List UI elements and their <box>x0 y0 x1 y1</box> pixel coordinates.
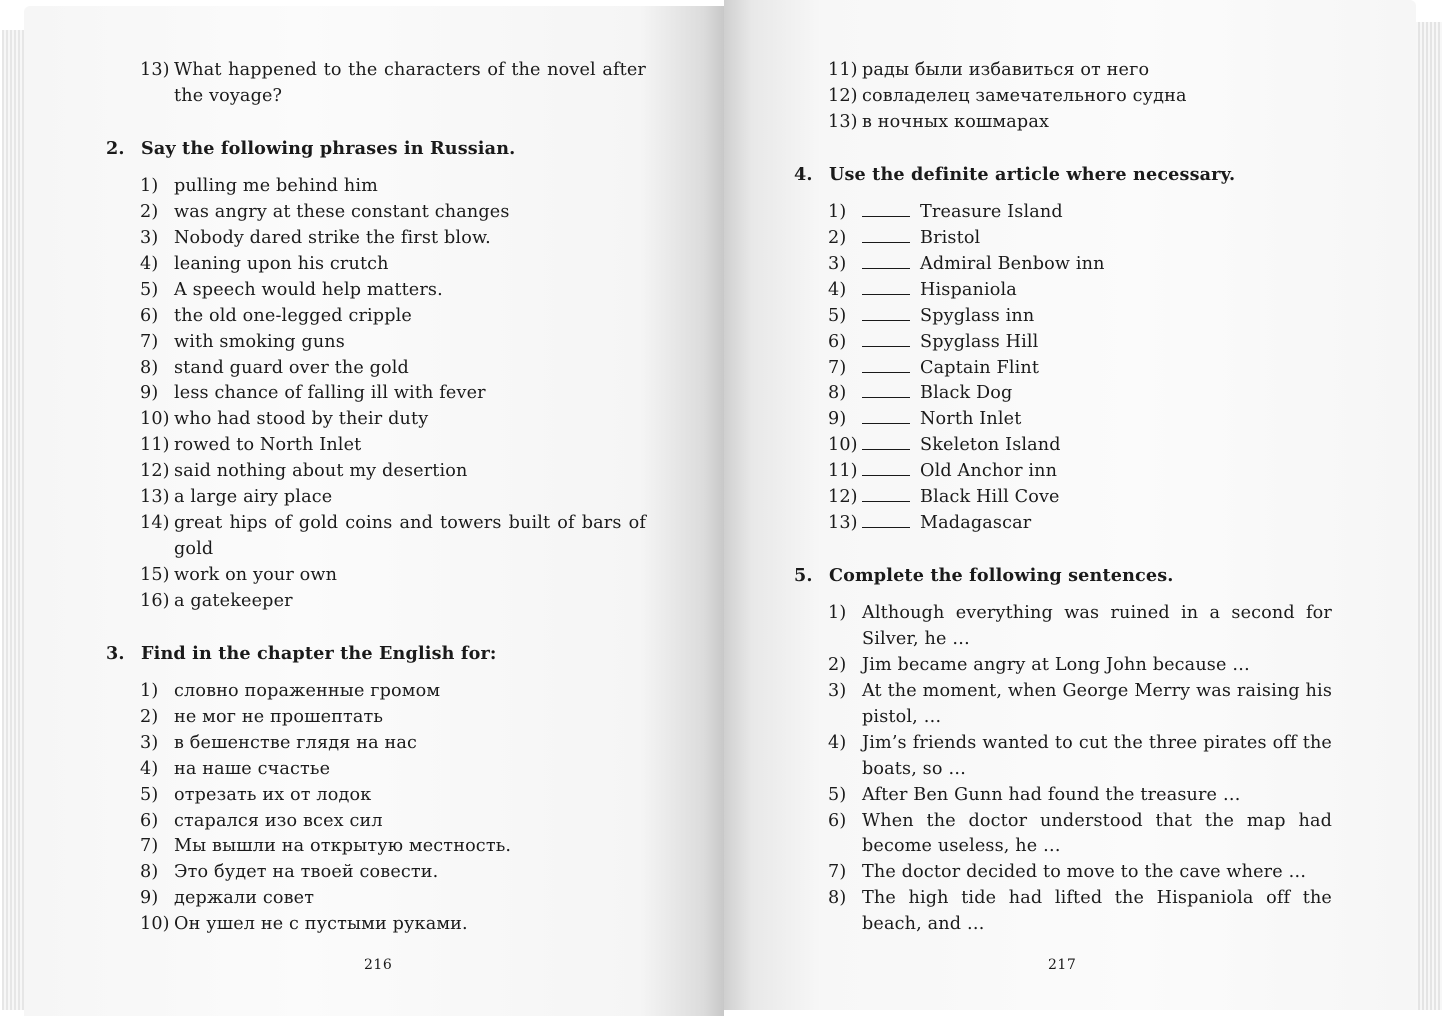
section-title: Complete the following sentences. <box>829 564 1174 586</box>
list-item <box>106 407 646 433</box>
item-number: 13) <box>140 60 170 80</box>
list-item <box>106 679 646 705</box>
section-number: 5. <box>794 564 813 586</box>
item-content <box>862 381 1332 407</box>
list-item <box>794 860 1332 886</box>
list-item <box>106 174 646 200</box>
item-content <box>862 252 1332 278</box>
section-title: Use the definite article where necessary. <box>829 163 1236 185</box>
list-item <box>794 84 1332 110</box>
item-number: 9) <box>828 409 847 430</box>
item-text: leaning upon his crutch <box>174 253 389 274</box>
item-number: 12) <box>828 85 858 106</box>
item-text: work on your own <box>174 564 338 585</box>
item-text: Captain Flint <box>920 357 1040 378</box>
list-item <box>794 110 1332 136</box>
item-text: The doctor decided to move to the cave where … <box>862 862 1307 883</box>
answer-blank[interactable] <box>862 216 910 217</box>
item-number: 4) <box>140 758 159 779</box>
item-text: Bristol <box>920 228 981 249</box>
list-item <box>794 278 1332 304</box>
list-item <box>794 200 1332 226</box>
item-text: was angry at these constant changes <box>174 202 510 223</box>
item-content <box>862 278 1332 304</box>
item-text: в бешенстве глядя на нас <box>174 732 417 753</box>
item-number: 5) <box>828 784 847 805</box>
item-number: 13) <box>140 487 170 508</box>
item-text: совладелец замечательного судна <box>862 85 1187 106</box>
item-number: 9) <box>140 383 159 404</box>
answer-blank[interactable] <box>862 501 910 502</box>
item-text: Skeleton Island <box>920 435 1061 456</box>
section-number: 3. <box>106 642 125 664</box>
list-item <box>794 226 1332 252</box>
item-text: Although everything was ruined in a second for Silver, he … <box>862 603 1332 650</box>
list-item <box>794 601 1332 653</box>
answer-blank[interactable] <box>862 423 910 424</box>
list-item <box>106 731 646 757</box>
page-edges-right <box>1412 22 1442 1010</box>
item-number: 7) <box>140 836 159 857</box>
item-number: 2) <box>140 706 159 727</box>
item-content <box>862 511 1332 537</box>
answer-blank[interactable] <box>862 320 910 321</box>
answer-blank[interactable] <box>862 242 910 243</box>
item-number: 3) <box>140 228 159 249</box>
item-number: 2) <box>828 228 847 249</box>
list-item <box>106 860 646 886</box>
item-content <box>862 330 1332 356</box>
item-text: who had stood by their duty <box>174 409 429 430</box>
item-text: Old Anchor inn <box>920 461 1058 482</box>
list-item <box>106 58 646 110</box>
item-text: словно пораженные громом <box>174 681 441 702</box>
section-3-heading <box>106 641 646 667</box>
list-item <box>794 809 1332 861</box>
item-text: Madagascar <box>920 513 1032 533</box>
list-item <box>794 731 1332 783</box>
item-text: said nothing about my desertion <box>174 461 468 482</box>
list-item <box>794 653 1332 679</box>
list-item <box>106 226 646 252</box>
list-item <box>106 330 646 356</box>
list-item <box>794 459 1332 485</box>
list-item <box>794 381 1332 407</box>
item-text: рады были избавиться от него <box>862 60 1150 80</box>
item-number: 16) <box>140 590 170 611</box>
answer-blank[interactable] <box>862 397 910 398</box>
item-text: Black Hill Cove <box>920 487 1060 508</box>
item-text: great hips of gold coins and towers built of bars of gold <box>174 513 646 559</box>
list-item <box>106 912 646 938</box>
item-text: Мы вышли на открытую местность. <box>174 836 512 857</box>
item-text: After Ben Gunn had found the treasure … <box>862 784 1241 805</box>
item-number: 10) <box>828 435 858 456</box>
list-item <box>106 783 646 809</box>
item-text: The high tide had lifted the Hispaniola off the beach, and … <box>862 888 1332 935</box>
list-item <box>106 589 646 615</box>
list-item <box>106 705 646 731</box>
item-number: 3) <box>828 253 847 274</box>
item-content <box>862 485 1332 511</box>
list-item <box>106 809 646 835</box>
item-text: North Inlet <box>920 409 1022 430</box>
list-item <box>106 485 646 511</box>
item-text: Это будет на твоей совести. <box>174 862 439 883</box>
section-4-list <box>794 200 1332 537</box>
item-number: 9) <box>140 888 159 909</box>
item-number: 11) <box>828 461 858 482</box>
answer-blank[interactable] <box>862 268 910 269</box>
item-text: не мог не прошептать <box>174 706 384 727</box>
answer-blank[interactable] <box>862 475 910 476</box>
section-title: Find in the chapter the English for: <box>141 642 497 664</box>
item-text: less chance of falling ill with fever <box>174 383 486 404</box>
item-text: Admiral Benbow inn <box>920 253 1105 274</box>
list-item <box>106 459 646 485</box>
section-5-heading <box>794 563 1332 589</box>
item-number: 1) <box>140 176 159 197</box>
item-number: 11) <box>140 435 170 456</box>
item-text: the old one-legged cripple <box>174 305 412 326</box>
item-number: 7) <box>828 357 847 378</box>
right-page <box>724 0 1416 1010</box>
item-number: 8) <box>828 888 847 909</box>
section-title: Say the following phrases in Russian. <box>141 137 516 159</box>
item-text: stand guard over the gold <box>174 357 409 378</box>
list-item <box>794 330 1332 356</box>
item-text: держали совет <box>174 888 315 909</box>
list-item <box>106 834 646 860</box>
item-number: 1) <box>828 202 847 223</box>
item-text: A speech would help matters. <box>174 279 443 300</box>
item-number: 1) <box>140 681 159 702</box>
item-text: with smoking guns <box>174 331 345 352</box>
item-number: 14) <box>140 513 170 533</box>
item-text: a large airy place <box>174 487 333 508</box>
item-text: Spyglass inn <box>920 305 1035 326</box>
item-text: Hispaniola <box>920 279 1017 300</box>
list-item <box>794 679 1332 731</box>
item-number: 8) <box>140 357 159 378</box>
answer-blank[interactable] <box>862 294 910 295</box>
item-text: What happened to the characters of the novel after the voyage? <box>174 60 646 106</box>
section-number: 2. <box>106 137 125 159</box>
item-text: At the moment, when George Merry was raising his pistol, … <box>862 681 1332 727</box>
item-number: 4) <box>140 253 159 274</box>
item-number: 4) <box>828 732 847 753</box>
item-text: Black Dog <box>920 383 1013 404</box>
section-4-heading <box>794 162 1332 188</box>
list-item <box>794 252 1332 278</box>
item-number: 6) <box>828 331 847 352</box>
section-5-list <box>794 601 1332 938</box>
list-item <box>794 886 1332 938</box>
item-number: 5) <box>140 279 159 300</box>
left-page-text <box>106 58 646 938</box>
item-text: Jim’s friends wanted to cut the three pirates off the boats, so … <box>862 732 1332 779</box>
item-number: 6) <box>828 810 847 831</box>
item-content <box>862 407 1332 433</box>
item-number: 6) <box>140 305 159 326</box>
list-item <box>794 58 1332 84</box>
item-number: 10) <box>140 409 170 430</box>
item-number: 5) <box>140 784 159 805</box>
section-3-list <box>106 679 646 938</box>
list-item <box>106 381 646 407</box>
item-text: на наше счастье <box>174 758 331 779</box>
item-text: отрезать их от лодок <box>174 784 372 805</box>
item-content <box>862 304 1332 330</box>
item-content <box>862 200 1332 226</box>
right-page-text <box>794 58 1332 938</box>
list-item <box>106 278 646 304</box>
answer-blank[interactable] <box>862 372 910 373</box>
answer-blank[interactable] <box>862 527 910 528</box>
item-number: 2) <box>140 202 159 223</box>
list-item <box>794 511 1332 537</box>
item-text: Jim became angry at Long John because … <box>862 655 1251 676</box>
list-item <box>106 511 646 563</box>
list-item <box>106 757 646 783</box>
page-number: 216 <box>364 957 393 973</box>
page-number: 217 <box>1048 957 1077 973</box>
section-2-heading <box>106 136 646 162</box>
item-text: Spyglass Hill <box>920 331 1039 352</box>
list-item <box>794 433 1332 459</box>
item-number: 10) <box>140 914 170 935</box>
answer-blank[interactable] <box>862 449 910 450</box>
list-item <box>106 356 646 382</box>
item-number: 12) <box>828 487 858 508</box>
item-text: a gatekeeper <box>174 590 293 611</box>
list-item <box>794 407 1332 433</box>
item-number: 13) <box>828 513 858 533</box>
item-number: 3) <box>140 732 159 753</box>
list-item <box>106 200 646 226</box>
section-2-list <box>106 174 646 614</box>
continued-list <box>794 58 1332 136</box>
item-text: Он ушел не с пустыми руками. <box>174 914 468 935</box>
item-number: 15) <box>140 564 170 585</box>
item-number: 8) <box>140 862 159 883</box>
item-text: Treasure Island <box>920 202 1063 223</box>
left-page <box>24 6 724 1016</box>
list-item <box>794 356 1332 382</box>
item-number: 5) <box>828 305 847 326</box>
item-number: 2) <box>828 655 847 676</box>
item-text: в ночных кошмарах <box>862 111 1050 132</box>
section-number: 4. <box>794 163 813 185</box>
list-item <box>106 252 646 278</box>
item-text: Nobody dared strike the first blow. <box>174 228 491 249</box>
item-text: When the doctor understood that the map had become useless, he … <box>862 810 1332 857</box>
list-item <box>106 304 646 330</box>
list-item <box>106 886 646 912</box>
item-number: 3) <box>828 681 847 702</box>
list-item <box>794 485 1332 511</box>
item-number: 13) <box>828 111 858 132</box>
item-number: 11) <box>828 60 858 80</box>
item-content <box>862 433 1332 459</box>
list-item <box>794 304 1332 330</box>
item-number: 4) <box>828 279 847 300</box>
item-number: 7) <box>140 331 159 352</box>
item-number: 8) <box>828 383 847 404</box>
list-item <box>794 783 1332 809</box>
item-number: 12) <box>140 461 170 482</box>
item-number: 7) <box>828 862 847 883</box>
list-item <box>106 563 646 589</box>
item-text: старался изо всех сил <box>174 810 383 831</box>
item-content <box>862 226 1332 252</box>
item-number: 6) <box>140 810 159 831</box>
list-item <box>106 433 646 459</box>
item-text: pulling me behind him <box>174 176 378 197</box>
item-content <box>862 459 1332 485</box>
item-number: 1) <box>828 603 847 624</box>
answer-blank[interactable] <box>862 346 910 347</box>
item-content <box>862 356 1332 382</box>
item-text: rowed to North Inlet <box>174 435 362 456</box>
